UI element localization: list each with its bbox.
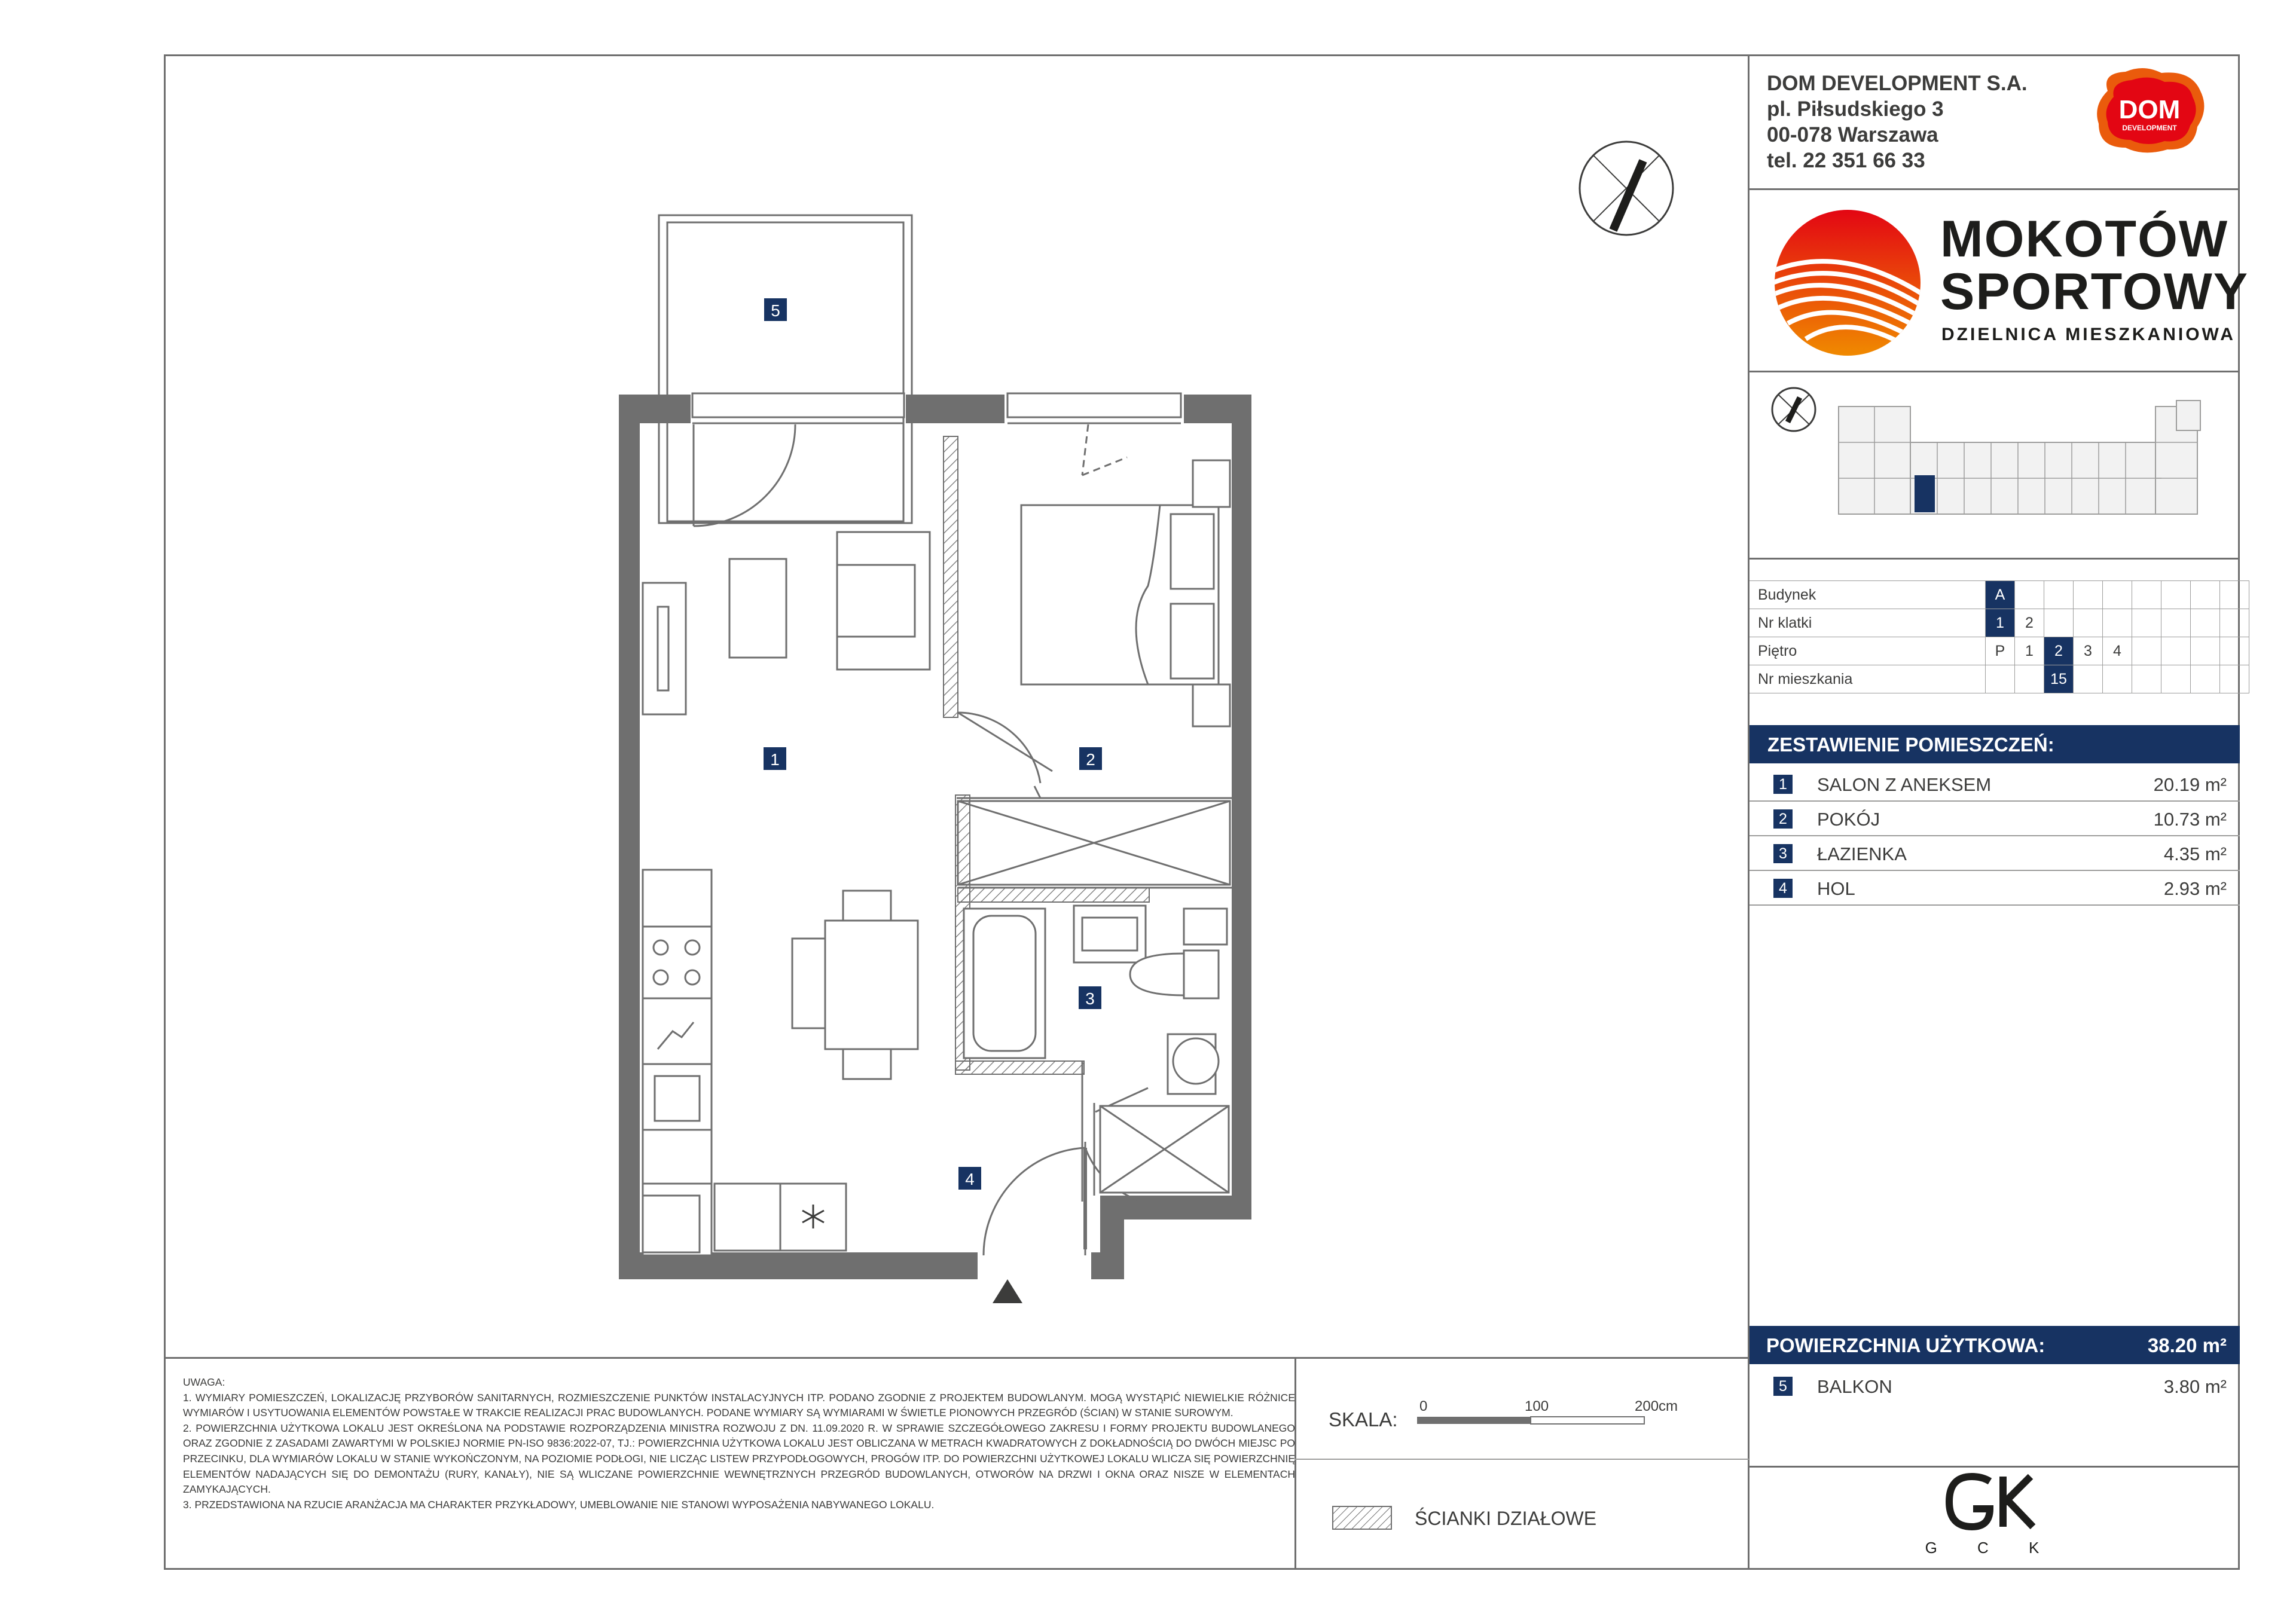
- scale-tick-100: 100: [1525, 1398, 1549, 1414]
- location-cell: [2191, 581, 2220, 609]
- apartment-highlight: [1915, 475, 1935, 512]
- location-cell: 2: [2015, 609, 2044, 637]
- dom-development-logo: [2090, 67, 2209, 157]
- balcony-outline: [659, 215, 912, 523]
- company-address: [1767, 71, 2028, 173]
- room-area: 10.73 m²: [2153, 809, 2227, 830]
- location-cell: [2044, 581, 2074, 609]
- plan-label-2: 2: [1086, 750, 1095, 769]
- notes: [183, 1375, 1295, 1512]
- room-num: 2: [1773, 809, 1793, 829]
- location-cell: [2132, 637, 2161, 665]
- scale-tick-0: 0: [1419, 1398, 1428, 1414]
- location-cell: 4: [2103, 637, 2132, 665]
- balcony-number: 5: [1773, 1377, 1793, 1396]
- total-area-bar: [1750, 1326, 2240, 1364]
- location-table: [1750, 580, 2249, 693]
- location-row-label: Budynek: [1750, 581, 1986, 609]
- location-cell: [2161, 581, 2191, 609]
- room-area: 20.19 m²: [2153, 774, 2227, 795]
- scale-bar: [1411, 1396, 1698, 1432]
- location-cell: [2161, 609, 2191, 637]
- location-cell: [2191, 665, 2220, 693]
- location-cell: [2103, 609, 2132, 637]
- notes-title: UWAGA:: [183, 1376, 225, 1388]
- partition-wall-label: ŚCIANKI DZIAŁOWE: [1415, 1508, 1597, 1529]
- location-row-label: Piętro: [1750, 637, 1986, 665]
- location-cell: [2015, 581, 2044, 609]
- compass-icon: [1772, 388, 1815, 431]
- entrance-arrow-icon: [993, 1279, 1022, 1303]
- divider: [1748, 1466, 2240, 1468]
- rooms-header-label: ZESTAWIENIE POMIESZCZEŃ:: [1767, 733, 2054, 756]
- location-cell: [2103, 581, 2132, 609]
- location-cell: [2191, 637, 2220, 665]
- room-row: [1750, 802, 2240, 836]
- room-area: 4.35 m²: [2163, 843, 2227, 864]
- location-row-label: Nr mieszkania: [1750, 665, 1986, 693]
- location-cell: 3: [2074, 637, 2103, 665]
- company-street: pl. Piłsudskiego 3: [1767, 97, 1944, 121]
- room-labels: [764, 298, 1102, 1190]
- location-cell: [2074, 665, 2103, 693]
- gck-logo: [1913, 1471, 2069, 1560]
- location-cell: [2220, 609, 2249, 637]
- location-cell: [2220, 665, 2249, 693]
- room-name: HOL: [1817, 878, 1855, 899]
- location-cell: 1: [1986, 609, 2015, 637]
- brand-subtitle: DZIELNICA MIESZKANIOWA: [1941, 325, 2236, 344]
- room-num: 4: [1773, 879, 1793, 898]
- location-cell: [2132, 665, 2161, 693]
- room-name: POKÓJ: [1817, 809, 1880, 830]
- apartment-floor-plan: [574, 132, 1339, 1321]
- partition-wall-swatch: [1332, 1506, 1392, 1530]
- room-num: 1: [1773, 775, 1793, 794]
- divider: [1748, 558, 2240, 560]
- divider: [1748, 188, 2240, 190]
- balcony-row: [1750, 1369, 2240, 1402]
- scale-tick-200: 200cm: [1635, 1398, 1678, 1414]
- room-area: 2.93 m²: [2163, 878, 2227, 899]
- key-plan: [1758, 383, 2236, 538]
- location-cell: [2161, 665, 2191, 693]
- location-cell: [2220, 637, 2249, 665]
- location-cell: [1986, 665, 2015, 693]
- brand-title-line2: SPORTOWY: [1940, 263, 2249, 320]
- divider: [1748, 371, 2240, 372]
- location-cell: [2132, 581, 2161, 609]
- note-2: 2. POWIERZCHNIA UŻYTKOWA LOKALU JEST OKREŚLONA NA PODSTAWIE ROZPORZĄDZENIA MINISTRA ROZWOJU Z DN. 11.09.2020 R. W SPRAWIE SZCZEGÓŁOWEGO ZAKRESU I FORMY PROJEKTU BUDOWLANEGO ORAZ ZGODNIE Z ZASADAMI ZAWARTYMI W POLSKIEJ NORMIE PN-ISO 9836:2022-07, TJ.: POWIERZCHNIA UŻYTKOWA LOKALU JEST OBLICZANA W METRACH KWADRATOWYCH Z DOKŁADNOŚCIĄ DO DWÓCH MIEJSC PO PRZECINKU, DLA WYMIARÓW LOKALU W STANIE WYKOŃCZONYM, NA POZIOMIE PODŁOGI, NIE LICZĄC LISTEW PRZYPODŁOGOWYCH, PROGÓW ITP. DO POWIERZCHNI UŻYTKOWEJ LOKALU WLICZA SIĘ POWIERZCHNIĘ ELEMENTÓW NADAJĄCYCH SIĘ DO DEMONTAŻU (RURY, KANAŁY), NIE SĄ WLICZANE POWIERZCHNIE WEWNĘTRZNYCH PRZEGRÓD BUDOWLANYCH, OTWORÓW NA DRZWI I OKNA ORAZ NISZE W ELEMENTACH ZAMYKAJĄCYCH.: [183, 1422, 1295, 1496]
- room-num: 3: [1773, 844, 1793, 863]
- location-cell: 2: [2044, 637, 2074, 665]
- brand-title-line1: MOKOTÓW: [1940, 210, 2229, 268]
- divider: [1294, 1459, 1749, 1460]
- location-cell: [2015, 665, 2044, 693]
- company-phone: tel. 22 351 66 33: [1767, 149, 1925, 172]
- location-row: [1750, 581, 2249, 609]
- note-1: 1. WYMIARY POMIESZCZEŃ, LOKALIZACJĘ PRZYBORÓW SANITARNYCH, ROZMIESZCZENIE PUNKTÓW INSTALACYJNYCH ITP. PODANO ZGODNIE Z PROJEKTEM BUDOWLANYM. MOGĄ WYSTĄPIĆ NIEWIELKIE RÓŻNICE WYMIARÓW I USYTUOWANIA ELEMENTÓW POWSTAŁE W TRAKCIE REALIZACJI PRAC BUDOWLANYCH. PODANE WYMIARY SĄ WYMIARAMI W ŚWIETLE PIONOWYCH PRZEGRÓD (ŚCIAN) W STANIE SUROWYM.: [183, 1391, 1295, 1419]
- location-cell: [2220, 581, 2249, 609]
- room-name: SALON Z ANEKSEM: [1817, 774, 1992, 795]
- location-cell: 15: [2044, 665, 2074, 693]
- balcony-name: BALKON: [1817, 1376, 1892, 1397]
- location-row: [1750, 665, 2249, 693]
- divider: [164, 1357, 1748, 1359]
- note-3: 3. PRZEDSTAWIONA NA RZUCIE ARANŻACJA MA CHARAKTER PRZYKŁADOWY, UMEBLOWANIE NIE STANOWI WYPOSAŻENIA NABYWANEGO LOKALU.: [183, 1498, 935, 1511]
- location-cell: [2074, 581, 2103, 609]
- location-cell: [2103, 665, 2132, 693]
- logo-subtext: DEVELOPMENT: [2122, 124, 2177, 132]
- plan-label-1: 1: [770, 750, 780, 769]
- brand-title: [1940, 210, 2249, 320]
- room-row: [1750, 871, 2240, 906]
- north-arrow-icon: [1573, 135, 1680, 242]
- rooms-header: [1750, 725, 2240, 763]
- room-row: [1750, 836, 2240, 871]
- location-row: [1750, 609, 2249, 637]
- location-cell: [2191, 609, 2220, 637]
- company-name: DOM DEVELOPMENT S.A.: [1767, 72, 2028, 95]
- total-area-value: 38.20 m²: [2147, 1334, 2227, 1356]
- plan-label-3: 3: [1085, 989, 1095, 1008]
- balcony-area: 3.80 m²: [2163, 1376, 2227, 1397]
- scale-label: SKALA:: [1329, 1408, 1398, 1431]
- plan-label-4: 4: [965, 1170, 975, 1188]
- location-cell: P: [1986, 637, 2015, 665]
- logo-text: DOM: [2118, 95, 2181, 124]
- total-area-label: POWIERZCHNIA UŻYTKOWA:: [1766, 1334, 2045, 1356]
- location-cell: [2044, 609, 2074, 637]
- room-row: [1750, 767, 2240, 802]
- rooms-list: [1750, 767, 2240, 906]
- location-row-label: Nr klatki: [1750, 609, 1986, 637]
- room-name: ŁAZIENKA: [1817, 843, 1907, 864]
- location-cell: 1: [2015, 637, 2044, 665]
- location-cell: [2074, 609, 2103, 637]
- gck-letters: G C K: [1925, 1539, 2057, 1557]
- company-city: 00-078 Warszawa: [1767, 123, 1938, 146]
- location-cell: [2161, 637, 2191, 665]
- plan-label-5: 5: [771, 301, 780, 320]
- location-cell: [2132, 609, 2161, 637]
- location-cell: A: [1986, 581, 2015, 609]
- location-row: [1750, 637, 2249, 665]
